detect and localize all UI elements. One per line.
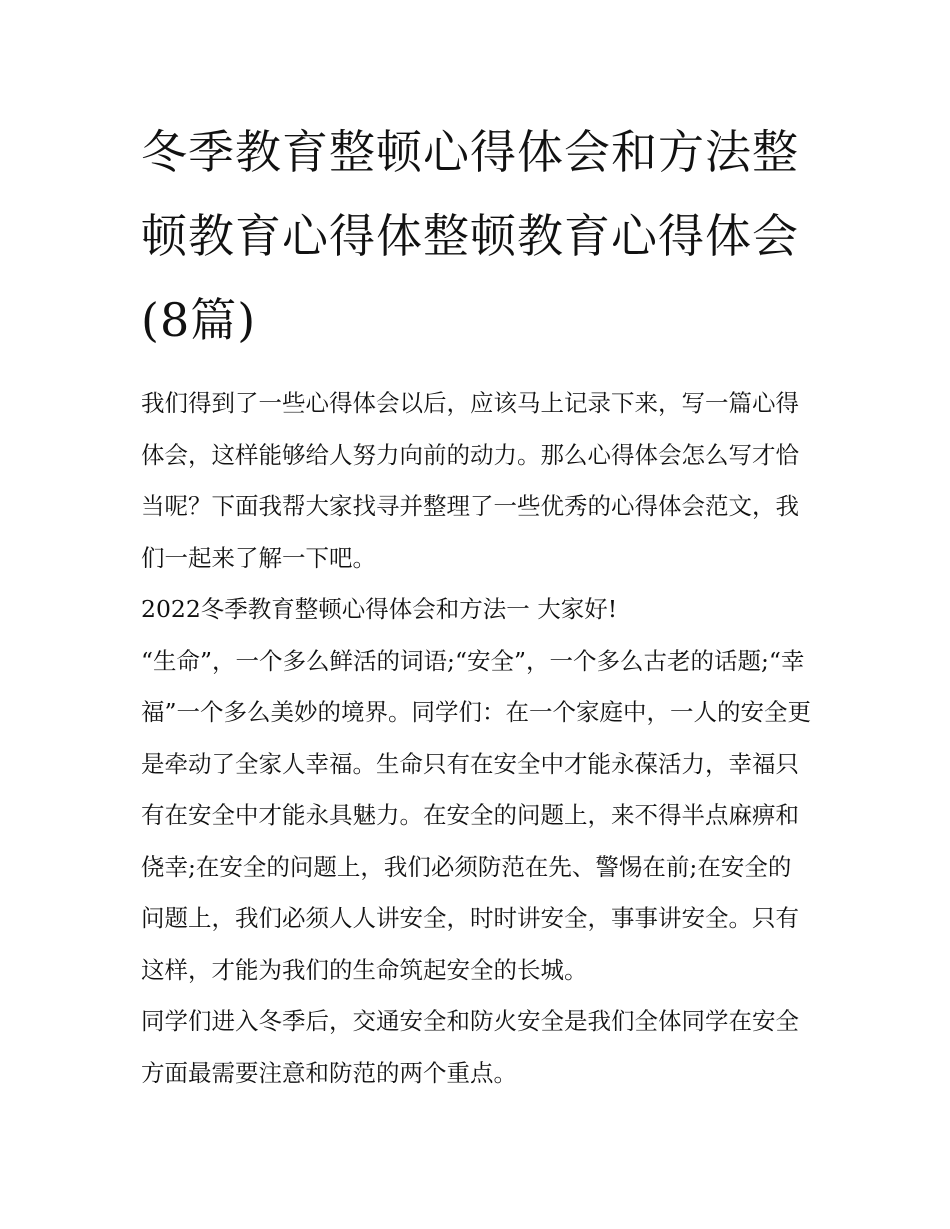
document-title: 冬季教育整顿心得体会和方法整顿教育心得体整顿教育心得体会(8篇) bbox=[141, 125, 799, 347]
body-paragraph: 同学们进入冬季后，交通安全和防火安全是我们全体同学在安全方面最需要注意和防范的两个重点。 bbox=[141, 1007, 799, 1087]
section-heading-paragraph: 2022冬季教育整顿心得体会和方法一 大家好! bbox=[141, 595, 618, 623]
document-content bbox=[141, 110, 813, 1099]
body-paragraph: “生命”，一个多么鲜活的词语;“安全”，一个多么古老的话题;“幸福”一个多么美妙的境界。同学们：在一个家庭中，一人的安全更是牵动了全家人幸福。生命只有在安全中才能永葆活力，幸福只有在安全中才能永具魅力。在安全的问题上，来不得半点麻痹和侥幸;在安全的问题上，我们必须防范在先、警惕在前;在安全的问题上，我们必须人人讲安全，时时讲安全，事事讲安全。只有这样，才能为我们的生命筑起安全的长城。 bbox=[141, 646, 812, 984]
intro-paragraph: 我们得到了一些心得体会以后，应该马上记录下来，写一篇心得体会，这样能够给人努力向前的动力。那么心得体会怎么写才恰当呢？下面我帮大家找寻并整理了一些优秀的心得体会范文，我们一起来了解一下吧。 bbox=[141, 389, 799, 572]
